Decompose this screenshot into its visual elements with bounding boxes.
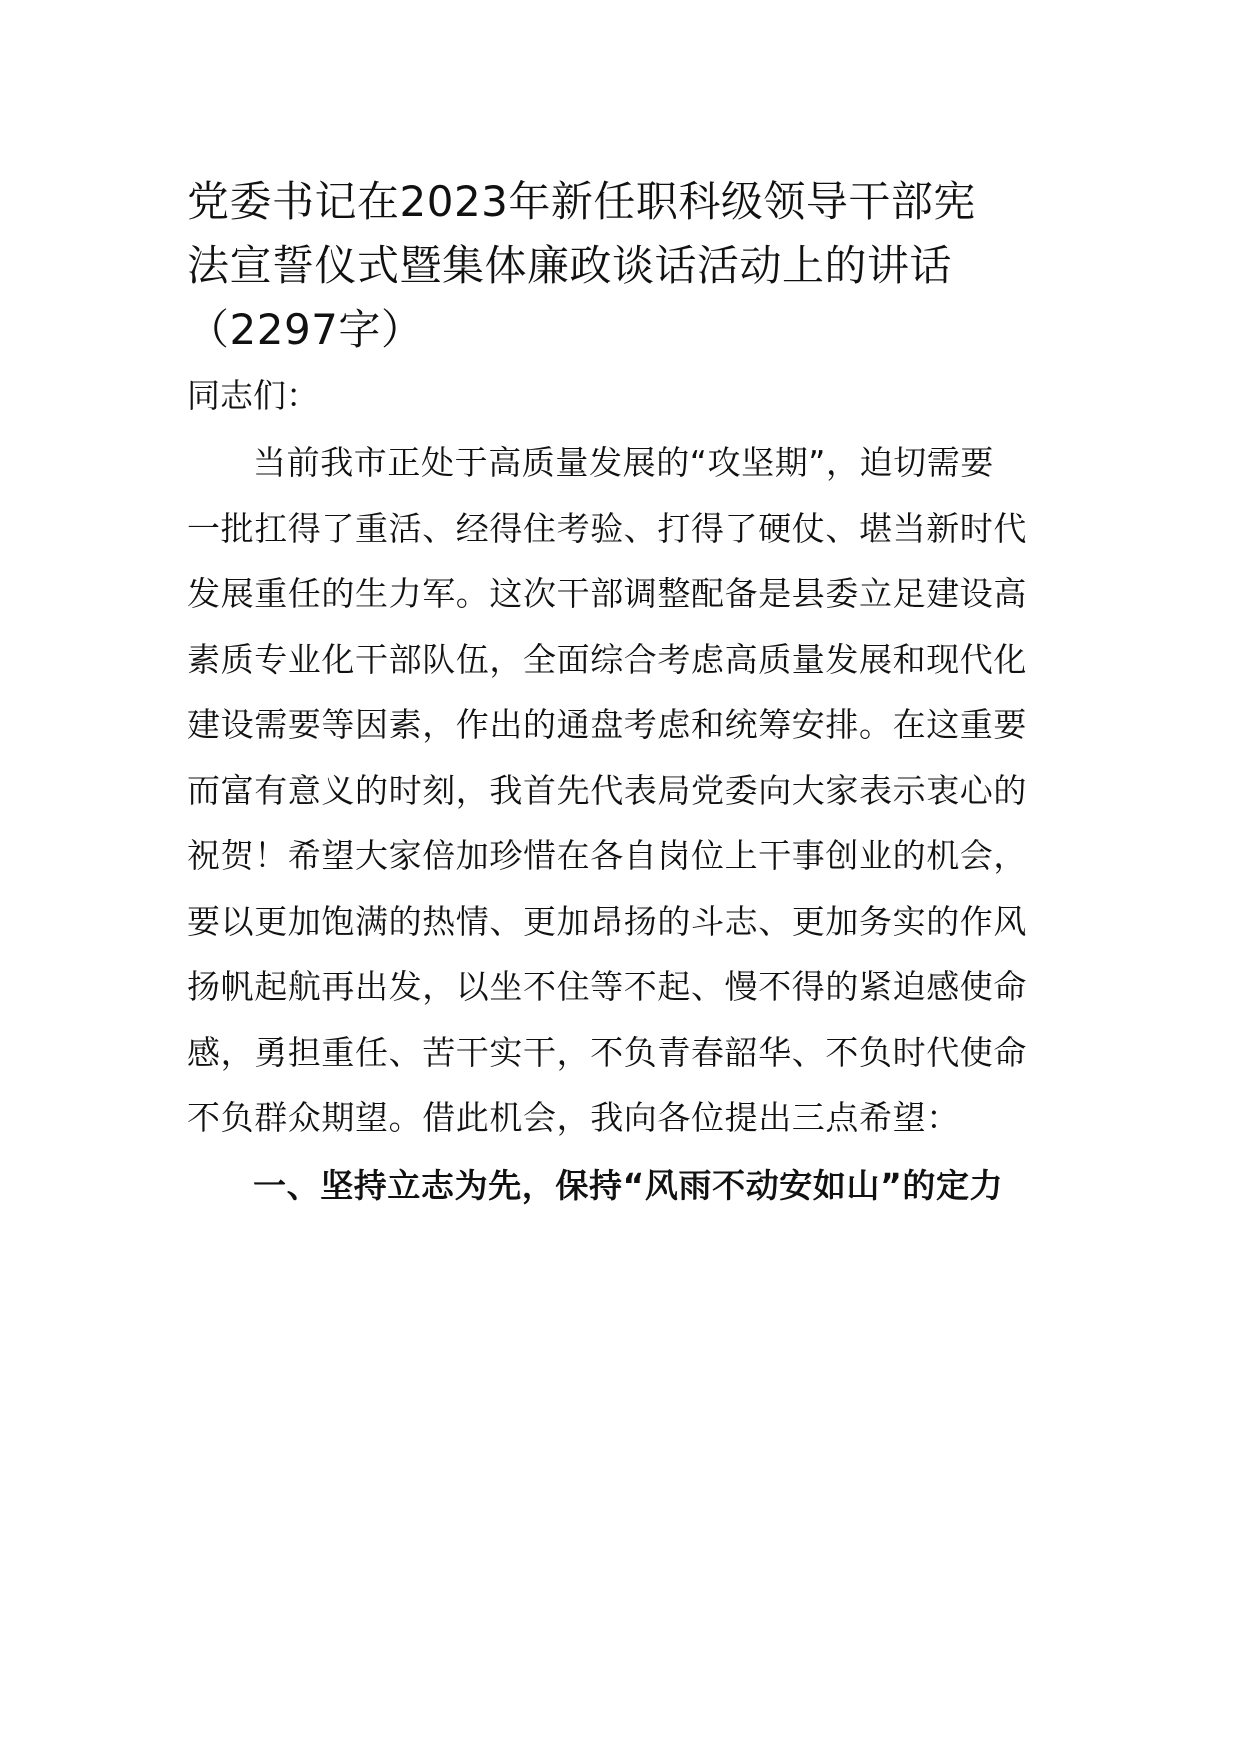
- paragraph-line: 建设需要等因素，作出的通盘考虑和统筹安排。在这重要: [187, 705, 1027, 744]
- title-line-1: 党委书记在2023年新任职科级领导干部宪: [187, 177, 976, 226]
- title-line-3: （2297字）: [187, 305, 424, 354]
- salutation: 同志们：: [187, 376, 319, 415]
- paragraph-line: 素质专业化干部队伍，全面综合考虑高质量发展和现代化: [187, 639, 1027, 679]
- document-title: [187, 170, 1057, 362]
- paragraph-line: 扬帆起航再出发，以坐不住等不起、慢不得的紧迫感使命: [187, 967, 1027, 1006]
- body-paragraph: [187, 430, 1057, 1151]
- document-content: [187, 170, 1057, 1219]
- paragraph-line: 而富有意义的时刻，我首先代表局党委向大家表示衷心的: [187, 770, 1027, 810]
- paragraph-line: 当前我市正处于高质量发展的“攻坚期”，迫切需要: [253, 443, 994, 482]
- paragraph-line: 一批扛得了重活、经得住考验、打得了硬仗、堪当新时代: [187, 508, 1027, 548]
- paragraph-line: 不负群众期望。借此机会，我向各位提出三点希望：: [187, 1098, 960, 1137]
- section-heading: 一、坚持立志为先，保持“风雨不动安如山”的定力: [253, 1165, 1004, 1205]
- title-line-2: 法宣誓仪式暨集体廉政谈话活动上的讲话: [187, 241, 953, 290]
- paragraph-line: 感，勇担重任、苦干实干，不负青春韶华、不负时代使命: [187, 1032, 1027, 1072]
- paragraph-line: 发展重任的生力军。这次干部调整配备是县委立足建设高: [187, 574, 1027, 613]
- paragraph-line: 要以更加饱满的热情、更加昂扬的斗志、更加务实的作风: [187, 901, 1027, 941]
- paragraph-line: 祝贺！希望大家倍加珍惜在各自岗位上干事创业的机会，: [187, 836, 1027, 875]
